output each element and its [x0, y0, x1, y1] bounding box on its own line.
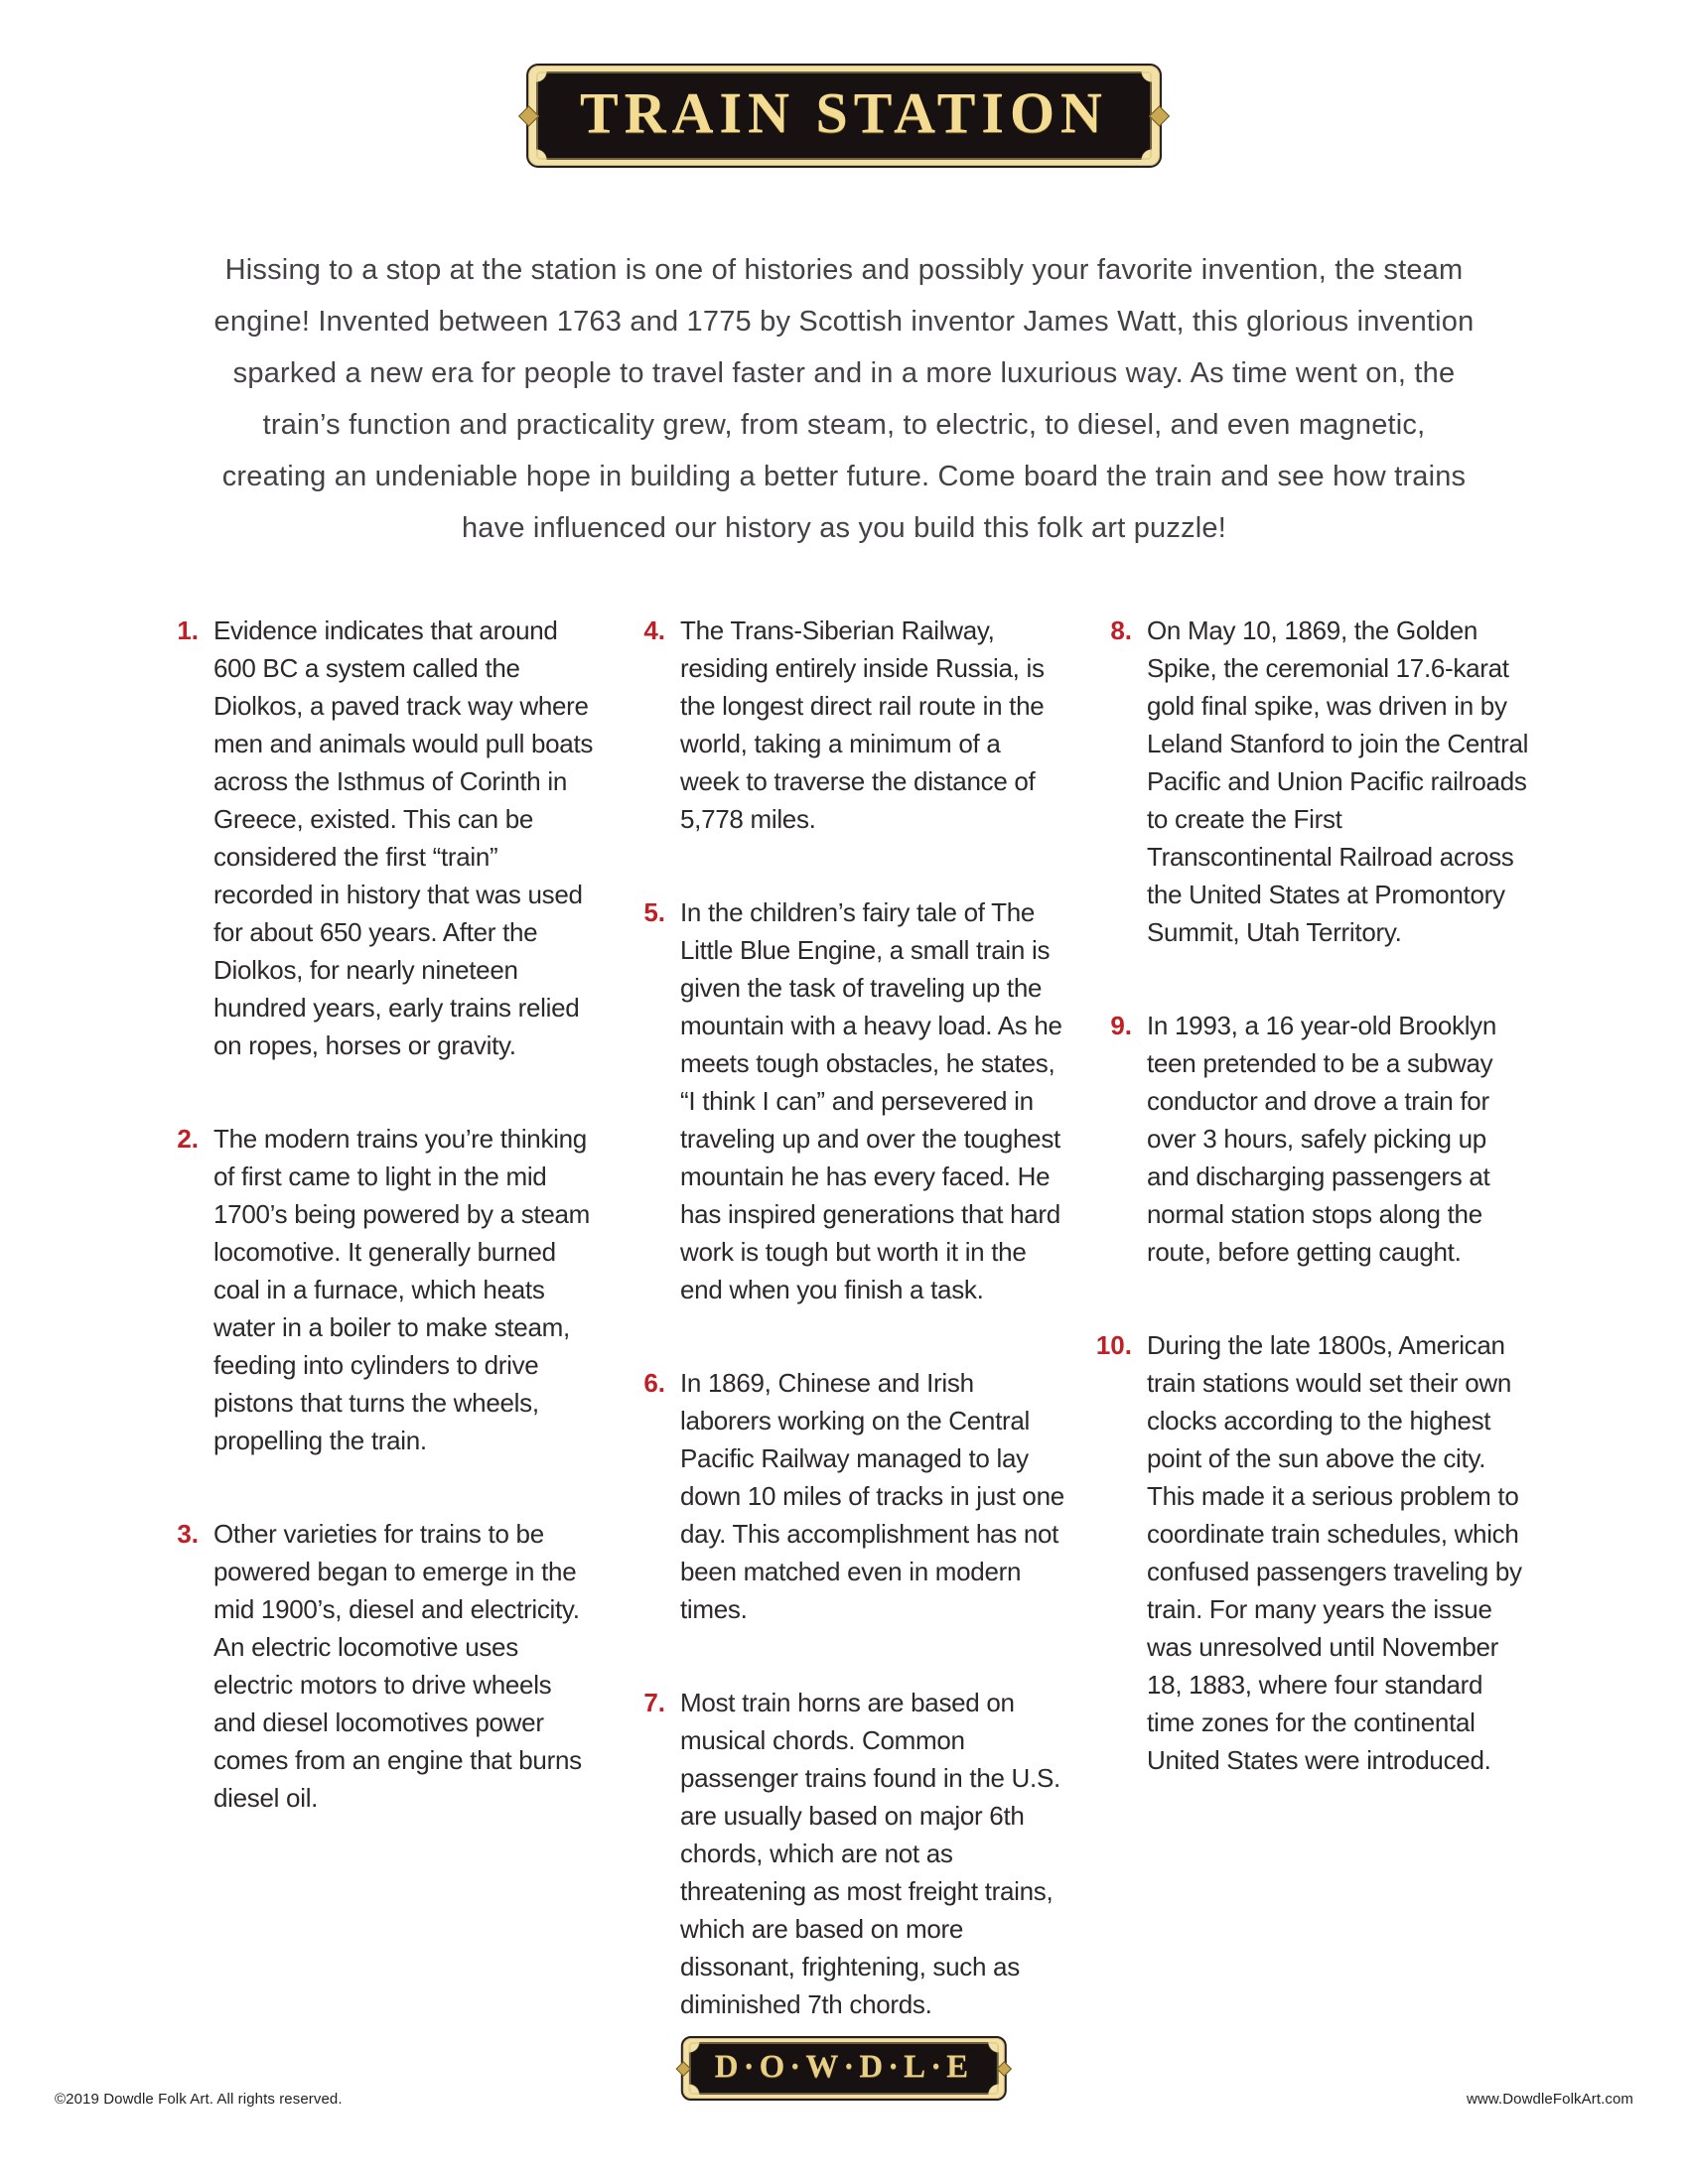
fact-text: In the children’s fairy tale of The Little Blue Engine, a small train is given the task of traveling up the mountain with a heavy load. As he meets tough obstacles, he states, “I think I can” and persevered in traveling up and over the toughest mountain he has every faced. He has inspired generations that hard work is tough but worth it in the end when you finish a task. — [680, 897, 1062, 1304]
facts-section — [157, 612, 1547, 2023]
fact-text: Evidence indicates that around 600 BC a system called the Diolkos, a paved track way where men and animals would pull boats across the Isthmus of Corinth in Greece, existed. This can be considered the first “train” recorded in history that was used for about 650 years. After the Diolkos, for nearly nineteen hundred years, early trains relied on ropes, horses or gravity. — [213, 615, 594, 1060]
fact-item-8 — [1090, 612, 1531, 951]
fact-text: During the late 1800s, American train stations would set their own clocks according to the highest point of the sun above the city. This made it a serious problem to coordinate train schedules, which confused passengers traveling by train. For many years the issue was unresolved until November 18, 1883, where four standard time zones for the continental United States were introduced. — [1147, 1330, 1522, 1775]
fact-item-7 — [624, 1684, 1064, 2023]
fact-number: 10. — [1095, 1330, 1132, 1360]
page-title: TRAIN STATION — [580, 80, 1108, 145]
facts-column-1 — [157, 612, 598, 1817]
logo-plaque-frame — [681, 2036, 1007, 2101]
fact-item-10 — [1090, 1326, 1531, 1779]
fact-number: 3. — [177, 1519, 199, 1549]
fact-item-4 — [624, 612, 1064, 838]
fact-number: 6. — [643, 1368, 665, 1398]
fact-text: Other varieties for trains to be powered began to emerge in the mid 1900’s, diesel and electricity. An electric locomotive uses electric motors to drive wheels and diesel locomotives power comes from an engine that burns diesel oil. — [213, 1519, 582, 1813]
fact-item-9 — [1090, 1007, 1531, 1271]
banner-plaque — [536, 71, 1152, 160]
fact-number: 9. — [1110, 1011, 1132, 1040]
fact-item-6 — [624, 1364, 1064, 1628]
fact-item-3 — [157, 1515, 598, 1817]
intro-paragraph: Hissing to a stop at the station is one of histories and possibly your favorite invention, the steam engine! Invented between 1763 and 1775 by Scottish inventor James Watt, this glorious invention sparked a new era for people to travel faster and in a more luxurious way. As time went on, the train’s function and practicality grew, from steam, to electric, to diesel, and even magnetic, creating an undeniable hope in building a better future. Come board the train and see how trains have influenced our history as you build this folk art puzzle! — [213, 254, 1475, 544]
fact-text: In 1993, a 16 year-old Brooklyn teen pretended to be a subway conductor and drove a train for over 3 hours, safely picking up and discharging passengers at normal station stops along the route, before getting caught. — [1147, 1011, 1497, 1267]
fact-number: 7. — [643, 1688, 665, 1717]
facts-column-2 — [624, 612, 1064, 2023]
fact-number: 5. — [643, 897, 665, 927]
fact-text: Most train horns are based on musical chords. Common passenger trains found in the U.S. are usually based on major 6th chords, which are not as threatening as most freight trains, which are based on more dissonant, frightening, such as diminished 7th chords. — [680, 1688, 1060, 2019]
fact-item-5 — [624, 893, 1064, 1308]
copyright-text: ©2019 Dowdle Folk Art. All rights reserved. — [55, 2091, 343, 2108]
fact-text: The Trans-Siberian Railway, residing entirely inside Russia, is the longest direct rail route in the world, taking a minimum of a week to traverse the distance of 5,778 miles. — [680, 615, 1045, 834]
fact-number: 4. — [643, 615, 665, 645]
website-url: www.DowdleFolkArt.com — [1467, 2091, 1633, 2108]
fact-item-1 — [157, 612, 598, 1064]
fact-item-2 — [157, 1120, 598, 1459]
fact-number: 1. — [177, 615, 199, 645]
fact-number: 8. — [1110, 615, 1132, 645]
fact-text: In 1869, Chinese and Irish laborers working on the Central Pacific Railway managed to lay down 10 miles of tracks in just one day. This accomplishment has not been matched even in modern times. — [680, 1368, 1064, 1624]
dowdle-logo — [681, 2036, 1007, 2101]
logo-plaque — [689, 2042, 999, 2095]
train-station-banner — [526, 64, 1162, 168]
banner-plaque-frame — [526, 64, 1162, 168]
fact-number: 2. — [177, 1124, 199, 1154]
facts-column-3 — [1090, 612, 1531, 1779]
fact-text: The modern trains you’re thinking of first came to light in the mid 1700’s being powered by a steam locomotive. It generally burned coal in a furnace, which heats water in a boiler to make steam, feeding into cylinders to drive pistons that turns the wheels, propelling the train. — [213, 1124, 591, 1455]
logo-wordmark: D·O·W·D·L·E — [714, 2049, 974, 2085]
fact-text: On May 10, 1869, the Golden Spike, the ceremonial 17.6-karat gold final spike, was driven in by Leland Stanford to join the Central Pacific and Union Pacific railroads to create the First Transcontinental Railroad across the United States at Promontory Summit, Utah Territory. — [1147, 615, 1529, 947]
